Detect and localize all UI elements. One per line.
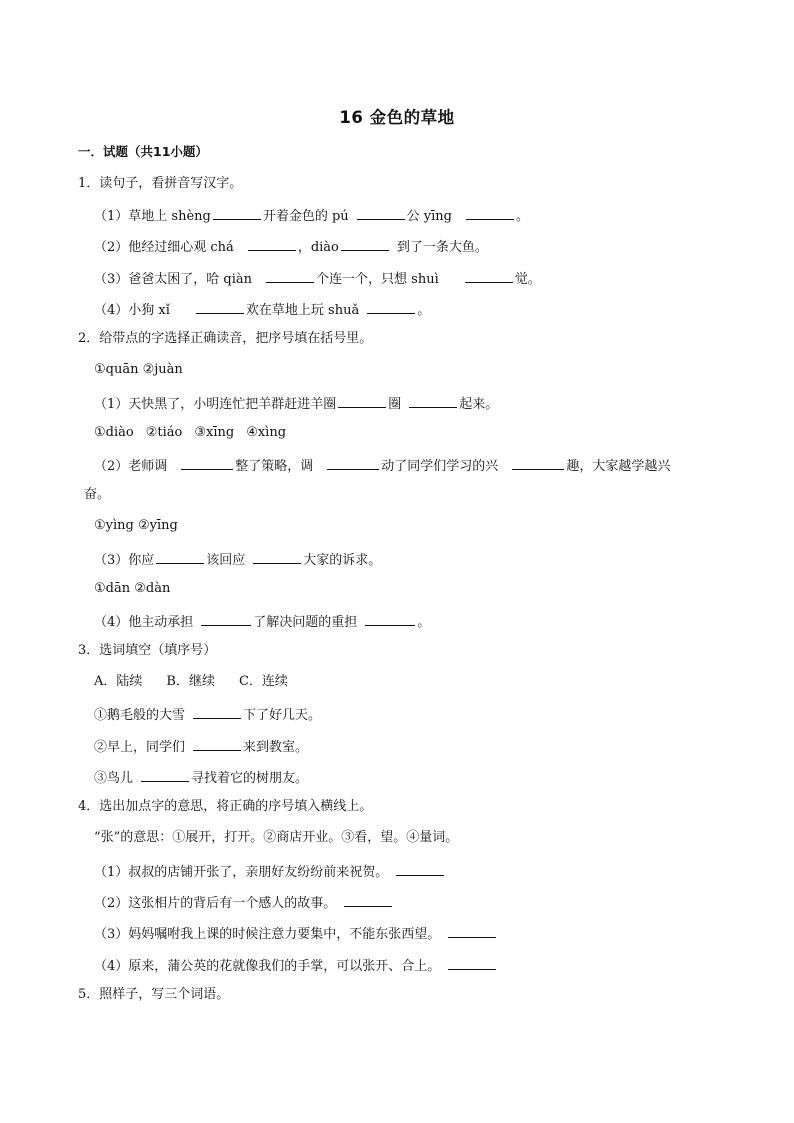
q3-item-3-text-a: ③鸟儿 xyxy=(94,771,134,786)
q1-item-2-text-b: ，diào xyxy=(297,240,339,255)
answer-blank[interactable] xyxy=(341,236,389,251)
q1-item-3-text-c: 觉。 xyxy=(514,272,541,287)
answer-blank[interactable] xyxy=(181,455,233,470)
answer-blank[interactable] xyxy=(465,268,513,283)
q1-item-1-text-c: 公 yīng xyxy=(406,209,453,224)
q3-item-2-text-b: 来到教室。 xyxy=(243,740,309,755)
q3-option-c: C．连续 xyxy=(238,674,288,689)
q2-options-2 xyxy=(94,424,286,442)
q1-item-4 xyxy=(94,299,430,320)
q1-item-3-text-a: （3）爸爸太困了，哈 qiàn xyxy=(94,272,253,287)
q1-item-2-text-a: （2）他经过细心观 chá xyxy=(94,240,234,255)
q4-item-3 xyxy=(94,923,498,944)
q1-item-1-text-a: （1）草地上 shèng xyxy=(94,209,211,224)
q2-item-3-text-b: 该回应 xyxy=(206,553,246,568)
q4-item-3-text: （3）妈妈嘱咐我上课的时候注意力要集中，不能东张西望。 xyxy=(94,927,441,942)
q3-item-2 xyxy=(94,736,308,757)
q2-item-1-text-a: （1）天快黑了，小明连忙把羊群赶进羊圈 xyxy=(94,397,337,412)
answer-blank[interactable] xyxy=(266,268,314,283)
q2-opt4-b: ②dàn xyxy=(134,581,171,596)
q2-opt4-a: ①dān xyxy=(94,581,131,596)
q2-item-4-text-b: 了解决问题的重担 xyxy=(253,615,358,630)
q1-item-3-text-b: 个连一个，只想 shuì xyxy=(316,272,439,287)
answer-blank[interactable] xyxy=(448,955,496,970)
q2-opt2-b: ②tiáo xyxy=(145,425,183,440)
q2-opt1-a: ①quān xyxy=(94,362,139,377)
answer-blank[interactable] xyxy=(338,393,386,408)
answer-blank[interactable] xyxy=(193,704,241,719)
q3-item-2-text-a: ②早上，同学们 xyxy=(94,740,186,755)
answer-blank[interactable] xyxy=(396,861,444,876)
q2-item-2 xyxy=(94,455,670,476)
answer-blank[interactable] xyxy=(357,205,405,220)
q2-item-2-continued: 奋。 xyxy=(84,487,111,502)
answer-blank[interactable] xyxy=(512,455,564,470)
q2-options-3 xyxy=(94,517,178,535)
q3-item-3-text-b: 寻找着它的树朋友。 xyxy=(191,771,309,786)
q4-item-4 xyxy=(94,955,498,976)
q4-item-2 xyxy=(94,892,394,913)
q1-item-3 xyxy=(94,268,541,289)
answer-blank[interactable] xyxy=(156,549,204,564)
q2-item-1 xyxy=(94,393,498,414)
q3-options xyxy=(94,673,288,691)
q2-item-1-text-c: 起来。 xyxy=(459,397,499,412)
q4-item-1-text: （1）叔叔的店铺开张了，亲朋好友纷纷前来祝贺。 xyxy=(94,865,389,880)
answer-blank[interactable] xyxy=(248,236,296,251)
q1-item-2-text-c: 到了一条大鱼。 xyxy=(396,240,488,255)
q4-item-1 xyxy=(94,861,446,882)
q2-options-1 xyxy=(94,361,183,379)
q1-item-4-text-b: 欢在草地上玩 shuǎ xyxy=(245,303,360,318)
q3-item-3 xyxy=(94,767,308,788)
q1-item-1 xyxy=(94,205,529,226)
answer-blank[interactable] xyxy=(344,892,392,907)
q2-item-1-text-b: 圈 xyxy=(388,397,402,412)
q3-option-a: A．陆续 xyxy=(94,674,143,689)
q2-item-2-text-a: （2）老师调 xyxy=(94,459,168,474)
q2-item-2-text-c: 动了同学们学习的兴 xyxy=(381,459,499,474)
q1-item-2 xyxy=(94,236,488,257)
answer-blank[interactable] xyxy=(365,611,415,626)
q2-options-4 xyxy=(94,580,170,598)
section-heading: 一．试题（共11小题） xyxy=(78,144,208,159)
q2-item-4-text-a: （4）他主动承担 xyxy=(94,615,194,630)
q1-item-4-text-c: 。 xyxy=(417,303,431,318)
q4-meaning: “张”的意思：①展开，打开。②商店开业。③看，望。④量词。 xyxy=(94,830,459,845)
q1-item-1-text-b: 开着金色的 pú xyxy=(262,209,349,224)
q2-item-3-text-c: 大家的诉求。 xyxy=(303,553,382,568)
answer-blank[interactable] xyxy=(466,205,514,220)
q3-item-1-text-b: 下了好几天。 xyxy=(243,708,322,723)
q3-option-b: B．继续 xyxy=(166,674,215,689)
q2-item-3 xyxy=(94,549,381,570)
q2-item-4 xyxy=(94,611,430,632)
q2-item-2-text-d: 趣，大家越学越兴 xyxy=(566,459,671,474)
q2-opt2-c: ③xīng xyxy=(194,425,235,440)
q2-item-2-text-b: 整了策略，调 xyxy=(235,459,314,474)
answer-blank[interactable] xyxy=(196,299,244,314)
q2-opt3-b: ②yīng xyxy=(138,518,178,533)
q3-item-1 xyxy=(94,704,321,725)
question-5-stem: 5．照样子，写三个词语。 xyxy=(78,987,230,1002)
q4-item-2-text: （2）这张相片的背后有一个感人的故事。 xyxy=(94,896,337,911)
question-2-stem: 2．给带点的字选择正确读音，把序号填在括号里。 xyxy=(78,331,373,346)
answer-blank[interactable] xyxy=(448,923,496,938)
q1-item-1-text-d: 。 xyxy=(516,209,530,224)
answer-blank[interactable] xyxy=(141,767,189,782)
answer-blank[interactable] xyxy=(213,205,261,220)
question-4-stem: 4．选出加点字的意思，将正确的序号填入横线上。 xyxy=(78,799,373,814)
answer-blank[interactable] xyxy=(409,393,457,408)
question-1-stem: 1．读句子，看拼音写汉字。 xyxy=(78,176,243,191)
q2-opt2-d: ④xìng xyxy=(246,425,287,440)
answer-blank[interactable] xyxy=(367,299,415,314)
q1-item-4-text-a: （4）小狗 xǐ xyxy=(94,303,170,318)
answer-blank[interactable] xyxy=(201,611,251,626)
q2-item-4-text-c: 。 xyxy=(417,615,431,630)
answer-blank[interactable] xyxy=(193,736,241,751)
answer-blank[interactable] xyxy=(327,455,379,470)
q2-opt2-a: ①diào xyxy=(94,425,134,440)
q4-item-4-text: （4）原来，蒲公英的花就像我们的手掌，可以张开、合上。 xyxy=(94,959,441,974)
question-3-stem: 3．选词填空（填序号） xyxy=(78,643,217,658)
q2-item-3-text-a: （3）你应 xyxy=(94,553,155,568)
q2-opt3-a: ①yìng xyxy=(94,518,134,533)
q2-opt1-b: ②juàn xyxy=(142,362,183,377)
q3-item-1-text-a: ①鹅毛般的大雪 xyxy=(94,708,186,723)
answer-blank[interactable] xyxy=(253,549,301,564)
page-title: 16 金色的草地 xyxy=(339,108,455,127)
